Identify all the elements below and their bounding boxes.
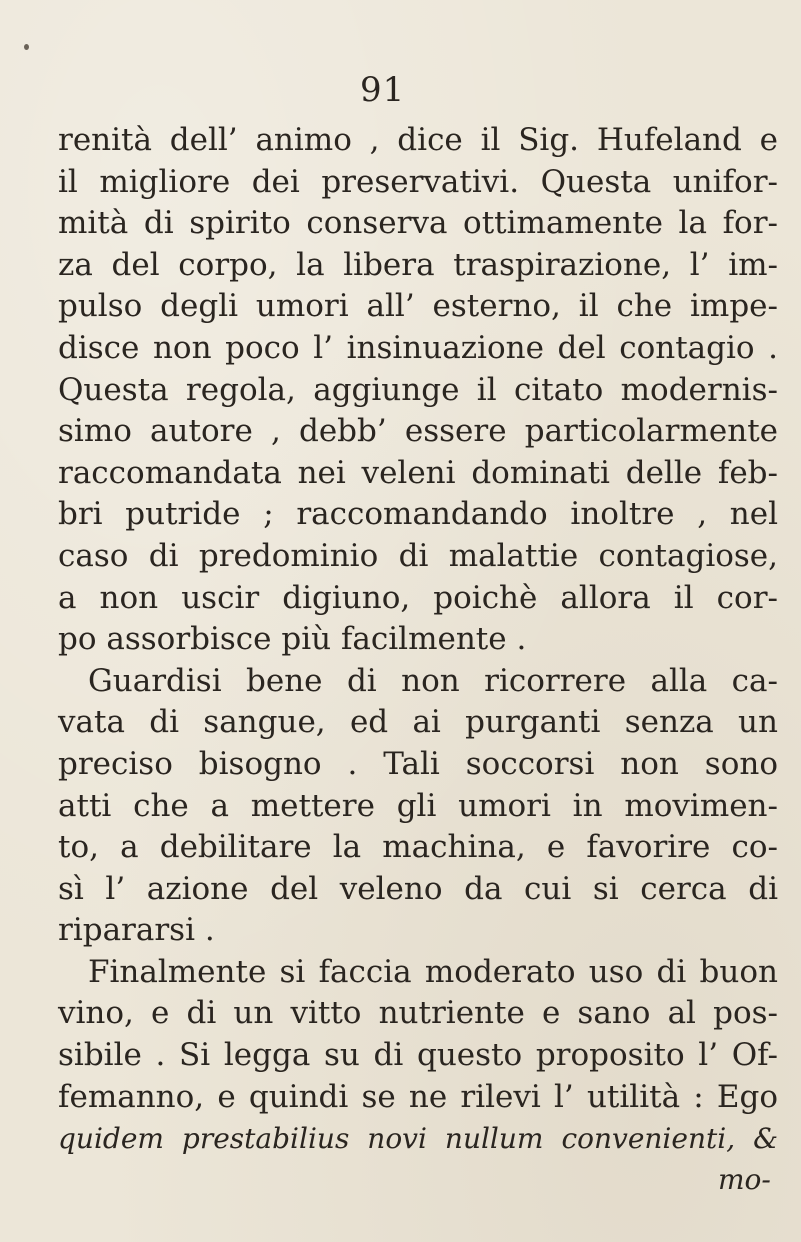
text-line: renità dell’ animo , dice il Sig. Hufeland e bbox=[58, 122, 778, 158]
text-line: raccomandata nei veleni dominati delle feb- bbox=[58, 454, 778, 491]
text-line: to, a debilitare la machina, e favorire co- bbox=[58, 829, 778, 866]
catchword: mo- bbox=[718, 1163, 771, 1196]
text-line: simo autore , debb’ essere particolarmente bbox=[58, 413, 778, 450]
text-line: preciso bisogno . Tali soccorsi non sono bbox=[58, 745, 778, 782]
paragraph-start: Guardisi bene di non ricorrere alla ca- bbox=[88, 662, 778, 699]
text-line: femanno, e quindi se ne rilevi l’ utilità : Ego bbox=[58, 1078, 778, 1115]
text-line: atti che a mettere gli umori in movimen- bbox=[58, 787, 778, 824]
text-line: sibile . Si legga su di questo proposito l’ Of- bbox=[58, 1037, 778, 1074]
paragraph-start: Finalmente si faccia moderato uso di buon bbox=[88, 953, 778, 990]
text-line: sì l’ azione del veleno da cui si cerca di bbox=[58, 870, 778, 907]
text-line: vata di sangue, ed ai purganti senza un bbox=[58, 704, 778, 741]
text-line: za del corpo, la libera traspirazione, l’ im- bbox=[58, 246, 778, 283]
latin-quote-line: quidem prestabilius novi nullum convenienti, & bbox=[58, 1122, 778, 1156]
text-line: po assorbisce più facilmente . bbox=[58, 621, 527, 658]
text-line: bri putride ; raccomandando inoltre , nel bbox=[58, 496, 778, 533]
text-line: il migliore dei preservativi. Questa unifor- bbox=[58, 163, 778, 200]
text-line: pulso degli umori all’ esterno, il che impe- bbox=[58, 288, 778, 325]
ink-speck bbox=[24, 44, 29, 50]
text-line: mità di spirito conserva ottimamente la for- bbox=[58, 205, 778, 242]
text-line: disce non poco l’ insinuazione del contagio . bbox=[58, 329, 778, 366]
text-line: caso di predominio di malattie contagiose, bbox=[58, 537, 778, 574]
page-number: 91 bbox=[360, 70, 406, 110]
text-line: vino, e di un vitto nutriente e sano al pos- bbox=[58, 995, 778, 1032]
text-line: Questa regola, aggiunge il citato modernis- bbox=[58, 371, 778, 408]
text-line: a non uscir digiuno, poichè allora il cor- bbox=[58, 579, 778, 616]
body-text bbox=[58, 120, 778, 1160]
text-line: ripararsi . bbox=[58, 912, 215, 949]
